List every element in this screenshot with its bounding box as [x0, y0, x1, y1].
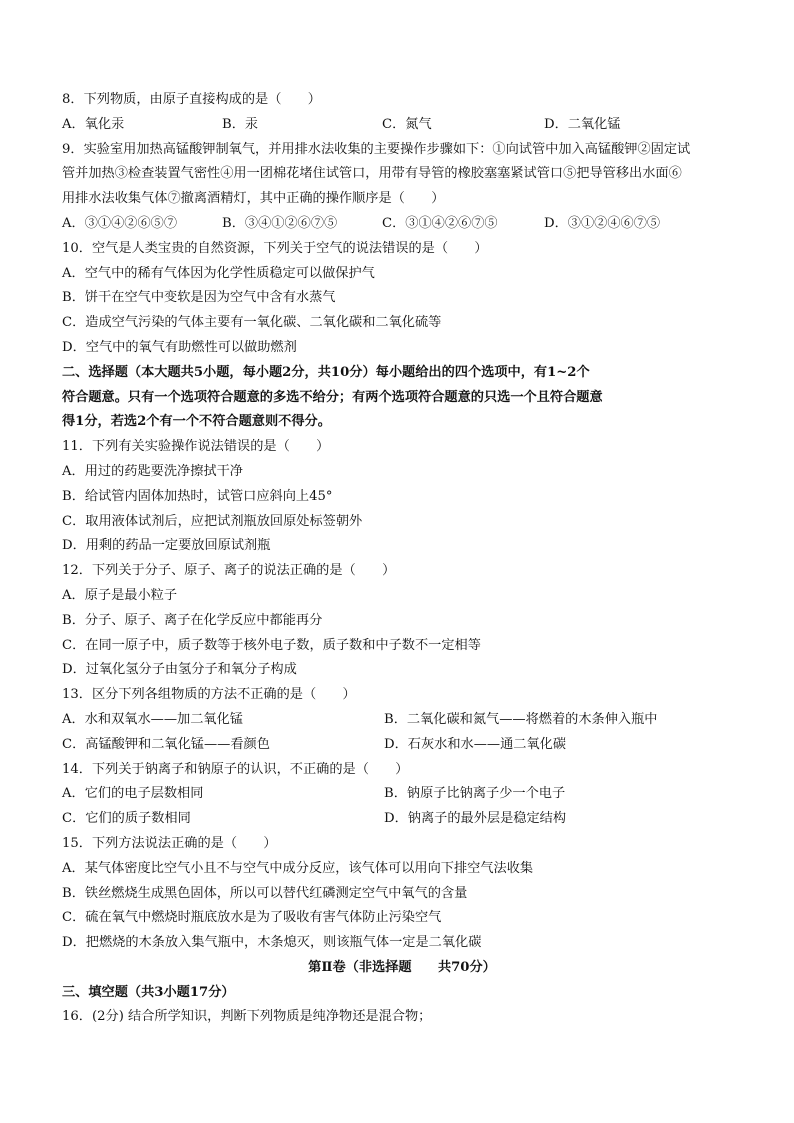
- q14-option-c: C．它们的质子数相同: [62, 811, 191, 827]
- q11-stem: 11．下列有关实验操作说法错误的是（ ）: [62, 439, 330, 455]
- q10-stem: 10．空气是人类宝贵的自然资源，下列关于空气的说法错误的是（ ）: [62, 240, 488, 256]
- q15-option-a: A．某气体密度比空气小且不与空气中成分反应，该气体可以用向下排空气法收集: [62, 860, 534, 876]
- q14-stem: 14．下列关于钠离子和钠原子的认识，不正确的是（ ）: [62, 761, 409, 777]
- q12-option-b: B．分子、原子、离子在化学反应中都能再分: [62, 612, 323, 628]
- q12-option-c: C．在同一原子中，质子数等于核外电子数，质子数和中子数不一定相等: [62, 637, 481, 653]
- q13-stem: 13．区分下列各组物质的方法不正确的是（ ）: [62, 687, 356, 703]
- q13-option-c: C．高锰酸钾和二氧化锰——看颜色: [62, 736, 270, 752]
- q15-option-d: D．把燃烧的木条放入集气瓶中，木条熄灭，则该瓶气体一定是二氧化碳: [62, 935, 482, 951]
- section2-instructions-line-1: 二、选择题（本大题共5小题，每小题2分，共10分）每小题给出的四个选项中，有1~2个: [62, 364, 590, 380]
- q8-option-c: C．氮气: [382, 116, 432, 132]
- section2-instructions-line-3: 得1分，若选2个有一个不符合题意则不得分。: [62, 414, 331, 430]
- q11-option-b: B．给试管内固体加热时，试管口应斜向上45°: [62, 488, 333, 504]
- part2-title: 第Ⅱ卷（非选择题 共70分）: [308, 959, 496, 975]
- section2-instructions-line-2: 符合题意。只有一个选项符合题意的多选不给分；有两个选项符合题意的只选一个且符合题意: [62, 389, 603, 405]
- q9-option-c: C．③①④②⑥⑦⑤: [382, 215, 498, 231]
- q10-option-a: A．空气中的稀有气体因为化学性质稳定可以做保护气: [62, 265, 375, 281]
- q8-options: [62, 113, 742, 138]
- q8-option-d: D．二氧化锰: [544, 116, 621, 132]
- q11-option-d: D．用剩的药品一定要放回原试剂瓶: [62, 538, 271, 554]
- q9-stem-line-2: 管并加热③检查装置气密性④用一团棉花堵住试管口，用带有导管的橡胶塞塞紧试管口⑤把导管移出水面⑥: [62, 166, 682, 182]
- q13-options-row-2: [62, 733, 742, 758]
- q12-stem: 12．下列关于分子、原子、离子的说法正确的是（ ）: [62, 563, 396, 579]
- q9-option-a: A．③①④②⑥⑤⑦: [62, 215, 178, 231]
- q11-option-c: C．取用液体试剂后，应把试剂瓶放回原处标签朝外: [62, 513, 363, 529]
- q14-option-d: D．钠离子的最外层是稳定结构: [384, 811, 567, 827]
- q10-option-d: D．空气中的氧气有助燃性可以做助燃剂: [62, 339, 297, 355]
- q14-option-b: B．钠原子比钠离子少一个电子: [384, 786, 566, 802]
- q10-option-b: B．饼干在空气中变软是因为空气中含有水蒸气: [62, 290, 336, 306]
- exam-page: [62, 88, 742, 1030]
- q14-options-row-2: [62, 807, 742, 832]
- q15-option-c: C．硫在氧气中燃烧时瓶底放水是为了吸收有害气体防止污染空气: [62, 910, 442, 926]
- q12-option-d: D．过氧化氢分子由氢分子和氧分子构成: [62, 662, 297, 678]
- q11-option-a: A．用过的药匙要洗净擦拭干净: [62, 463, 243, 479]
- q13-option-b: B．二氧化碳和氮气——将燃着的木条伸入瓶中: [384, 711, 658, 727]
- q8-stem: 8．下列物质，由原子直接构成的是（ ）: [62, 92, 321, 107]
- q9-stem-line-3: 用排水法收集气体⑦撤离酒精灯，其中正确的操作顺序是（ ）: [62, 191, 445, 207]
- q8-option-a: A．氧化汞: [62, 116, 125, 132]
- q13-option-a: A．水和双氧水——加二氧化锰: [62, 711, 243, 727]
- q16-stem: 16．(2分) 结合所学知识，判断下列物质是纯净物还是混合物；: [62, 1009, 432, 1025]
- q14-options-row-1: [62, 782, 742, 807]
- section3-title: 三、填空题（共3小题17分）: [62, 984, 235, 1000]
- q14-option-a: A．它们的电子层数相同: [62, 786, 204, 802]
- q15-stem: 15．下列方法说法正确的是（ ）: [62, 835, 277, 851]
- q9-option-b: B．③④①②⑥⑦⑤: [222, 215, 338, 231]
- q9-option-d: D．③①②④⑥⑦⑤: [544, 215, 661, 231]
- q9-stem-line-1: 9．实验室用加热高锰酸钾制氧气，并用排水法收集的主要操作步骤如下：①向试管中加入高锰酸钾②固定试: [62, 141, 691, 157]
- q15-option-b: B．铁丝燃烧生成黑色固体，所以可以替代红磷测定空气中氧气的含量: [62, 885, 468, 901]
- q12-option-a: A．原子是最小粒子: [62, 587, 178, 603]
- q8-option-b: B．汞: [222, 116, 259, 132]
- q10-option-c: C．造成空气污染的气体主要有一氧化碳、二氧化碳和二氧化硫等: [62, 315, 442, 331]
- q9-options: [62, 212, 742, 237]
- q13-options-row-1: [62, 708, 742, 733]
- q13-option-d: D．石灰水和水——通二氧化碳: [384, 736, 567, 752]
